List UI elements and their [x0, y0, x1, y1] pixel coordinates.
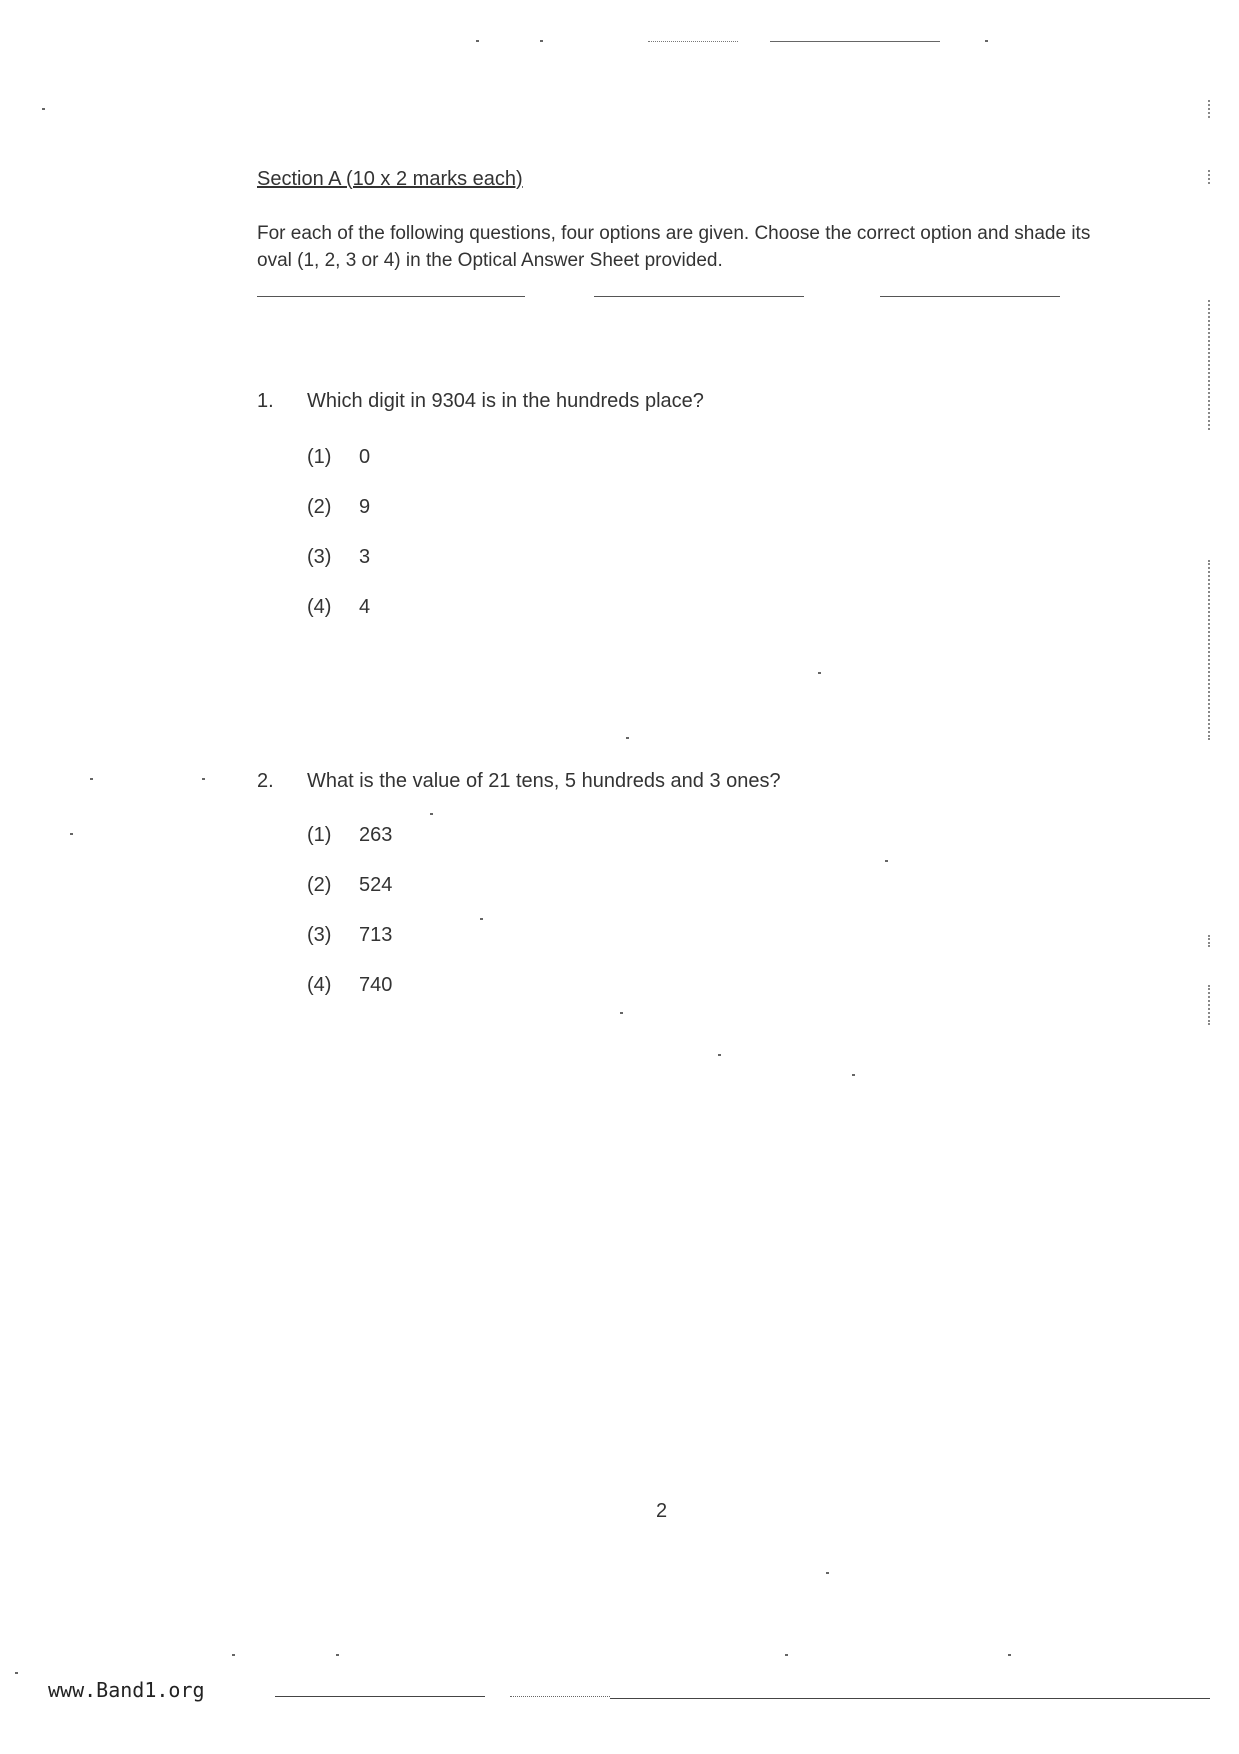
footer-line-1	[275, 1696, 485, 1697]
right-edge-marks	[1208, 935, 1210, 947]
scan-dot	[985, 40, 988, 42]
section-title: Section A (10 x 2 marks each)	[257, 168, 523, 190]
separator-line-3	[880, 296, 1060, 297]
option-value: 3	[359, 546, 371, 568]
option-value: 713	[359, 924, 393, 946]
scan-dot	[626, 737, 629, 739]
footer-line-2	[510, 1696, 610, 1697]
option-value: 524	[359, 874, 393, 896]
option-value: 4	[359, 596, 371, 618]
scan-dot	[885, 860, 888, 862]
scan-dot	[336, 1654, 339, 1656]
scan-dot	[1008, 1654, 1011, 1656]
scan-dot	[202, 778, 205, 780]
footer-line-3	[610, 1698, 1210, 1699]
top-scan-line-1	[648, 41, 738, 42]
option-value: 0	[359, 446, 371, 468]
scan-dot	[430, 813, 433, 815]
scan-dot	[42, 108, 45, 110]
option-value: 263	[359, 824, 393, 846]
option-label: (2)	[307, 496, 332, 518]
option-label: (4)	[307, 596, 332, 618]
question-number: 2.	[257, 770, 274, 792]
footer-site-url: www.Band1.org	[48, 1678, 205, 1702]
right-edge-marks	[1208, 560, 1210, 740]
scan-dot	[480, 918, 483, 920]
option-value: 9	[359, 496, 371, 518]
option-label: (4)	[307, 974, 332, 996]
option-label: (2)	[307, 874, 332, 896]
scan-dot	[620, 1012, 623, 1014]
scan-dot	[90, 778, 93, 780]
right-edge-marks	[1208, 300, 1210, 430]
question-number: 1.	[257, 390, 274, 412]
separator-line-2	[594, 296, 804, 297]
top-scan-line-2	[770, 41, 940, 42]
scan-dot	[540, 40, 543, 42]
option-value: 740	[359, 974, 393, 996]
scan-dot	[818, 672, 821, 674]
section-instructions: For each of the following questions, four options are given. Choose the correct option and shade its oval (1, 2, 3 or 4) in the Optical Answer Sheet provided.	[257, 223, 1091, 271]
scan-dot	[826, 1572, 829, 1574]
scan-dot	[15, 1672, 18, 1674]
scan-dot	[476, 40, 479, 42]
option-label: (3)	[307, 546, 332, 568]
right-edge-marks	[1208, 985, 1210, 1025]
scan-dot	[785, 1654, 788, 1656]
option-label: (3)	[307, 924, 332, 946]
scan-dot	[232, 1654, 235, 1656]
option-label: (1)	[307, 446, 332, 468]
option-label: (1)	[307, 824, 332, 846]
question-text: Which digit in 9304 is in the hundreds place?	[307, 390, 704, 412]
scan-dot	[70, 833, 73, 835]
right-edge-marks	[1208, 100, 1210, 118]
scan-dot	[852, 1074, 855, 1076]
question-text: What is the value of 21 tens, 5 hundreds and 3 ones?	[307, 770, 781, 792]
page-number: 2	[656, 1500, 668, 1522]
scan-dot	[718, 1054, 721, 1056]
separator-line-1	[257, 296, 525, 297]
right-edge-marks	[1208, 170, 1210, 184]
